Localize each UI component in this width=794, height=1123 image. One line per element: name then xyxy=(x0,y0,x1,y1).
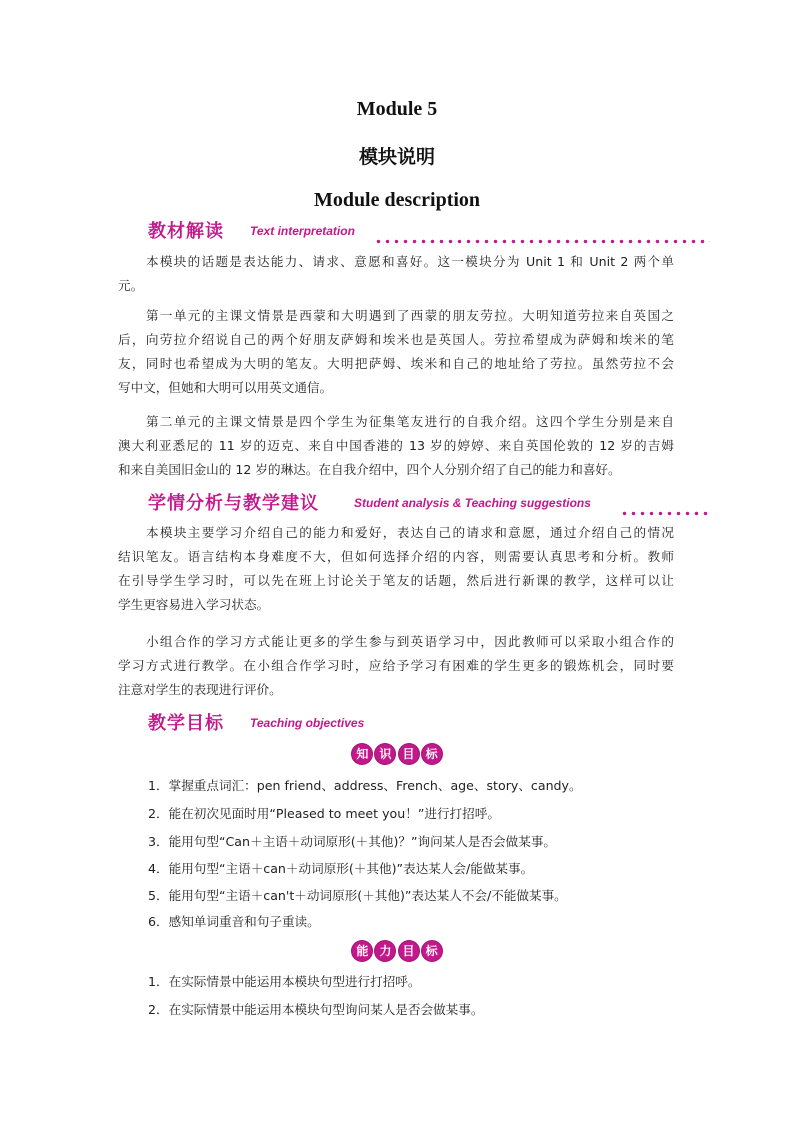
list-item: 5．能用句型“主语＋can't＋动词原形(＋其他)”表达某人不会/不能做某事。 xyxy=(148,888,567,903)
paragraph: 第一单元的主课文情景是西蒙和大明遇到了西蒙的朋友劳拉。大明知道劳拉来自英国之 后，向劳拉介绍说自己的两个好朋友萨姆和埃米也是英国人。劳拉希望成为萨姆和埃米的笔 友，同时也希望成为大明的笔友。大明把萨姆、埃米和自己的地址给了劳拉。虽然劳拉不会 写中文，但她和大明可以用英文通信。 xyxy=(118,308,674,395)
list-item: 1．掌握重点词汇：pen friend、address、French、age、story、candy。 xyxy=(148,778,582,793)
ability-objectives-badge: 能 力 目 标 xyxy=(0,940,794,964)
section-title-en: Teaching objectives xyxy=(250,716,365,730)
list-item: 6．感知单词重音和句子重读。 xyxy=(148,914,320,929)
section-heading-teaching-objectives xyxy=(148,712,710,738)
dotted-rule xyxy=(374,239,710,244)
section-title-cn: 教学目标 xyxy=(148,713,224,734)
paragraph: 本模块的话题是表达能力、请求、意愿和喜好。这一模块分为 Unit 1 和 Unit 2 两个单 元。 xyxy=(118,254,674,293)
section-title-cn: 学情分析与教学建议 xyxy=(148,493,319,514)
list-item: 3．能用句型“Can＋主语＋动词原形(＋其他)？”询问某人是否会做某事。 xyxy=(148,834,557,849)
section-heading-student-analysis xyxy=(148,492,710,518)
module-number: Module 5 xyxy=(356,98,438,120)
section-title-en: Student analysis & Teaching suggestions xyxy=(354,496,591,510)
section-title-cn: 教材解读 xyxy=(148,221,224,242)
list-item: 1．在实际情景中能运用本模块句型进行打招呼。 xyxy=(148,974,421,989)
page-title: 模块说明 xyxy=(358,146,435,168)
list-item: 2．能在初次见面时用“Pleased to meet you！”进行打招呼。 xyxy=(148,806,500,821)
list-item: 4．能用句型“主语＋can＋动词原形(＋其他)”表达某人会/能做某事。 xyxy=(148,861,534,876)
page-subtitle: Module description xyxy=(313,189,481,211)
dotted-rule xyxy=(620,511,710,516)
paragraph: 第二单元的主课文情景是四个学生为征集笔友进行的自我介绍。这四个学生分别是来自 澳大利亚悉尼的 11 岁的迈克、来自中国香港的 13 岁的婷婷、来自英国伦敦的 12 岁的吉姆 和来自美国旧金山的 12 岁的琳达。在自我介绍中，四个人分别介绍了自己的能力和喜好。 xyxy=(118,414,674,477)
list-item: 2．在实际情景中能运用本模块句型询问某人是否会做某事。 xyxy=(148,1002,484,1017)
paragraph: 本模块主要学习介绍自己的能力和爱好，表达自己的请求和意愿，通过介绍自己的情况 结识笔友。语言结构本身难度不大，但如何选择介绍的内容，则需要认真思考和分析。教师 在引导学生学习时，可以先在班上讨论关于笔友的话题，然后进行新课的教学，这样可以让 学生更容易进入学习状态。 xyxy=(118,525,674,612)
knowledge-objectives-badge: 知 识 目 标 xyxy=(0,743,794,767)
paragraph: 小组合作的学习方式能让更多的学生参与到英语学习中，因此教师可以采取小组合作的 学习方式进行教学。在小组合作学习时，应给予学习有困难的学生更多的锻炼机会，同时要 注意对学生的表现进行评价。 xyxy=(118,634,674,697)
section-heading-text-interpretation xyxy=(148,220,710,246)
section-title-en: Text interpretation xyxy=(250,224,355,238)
